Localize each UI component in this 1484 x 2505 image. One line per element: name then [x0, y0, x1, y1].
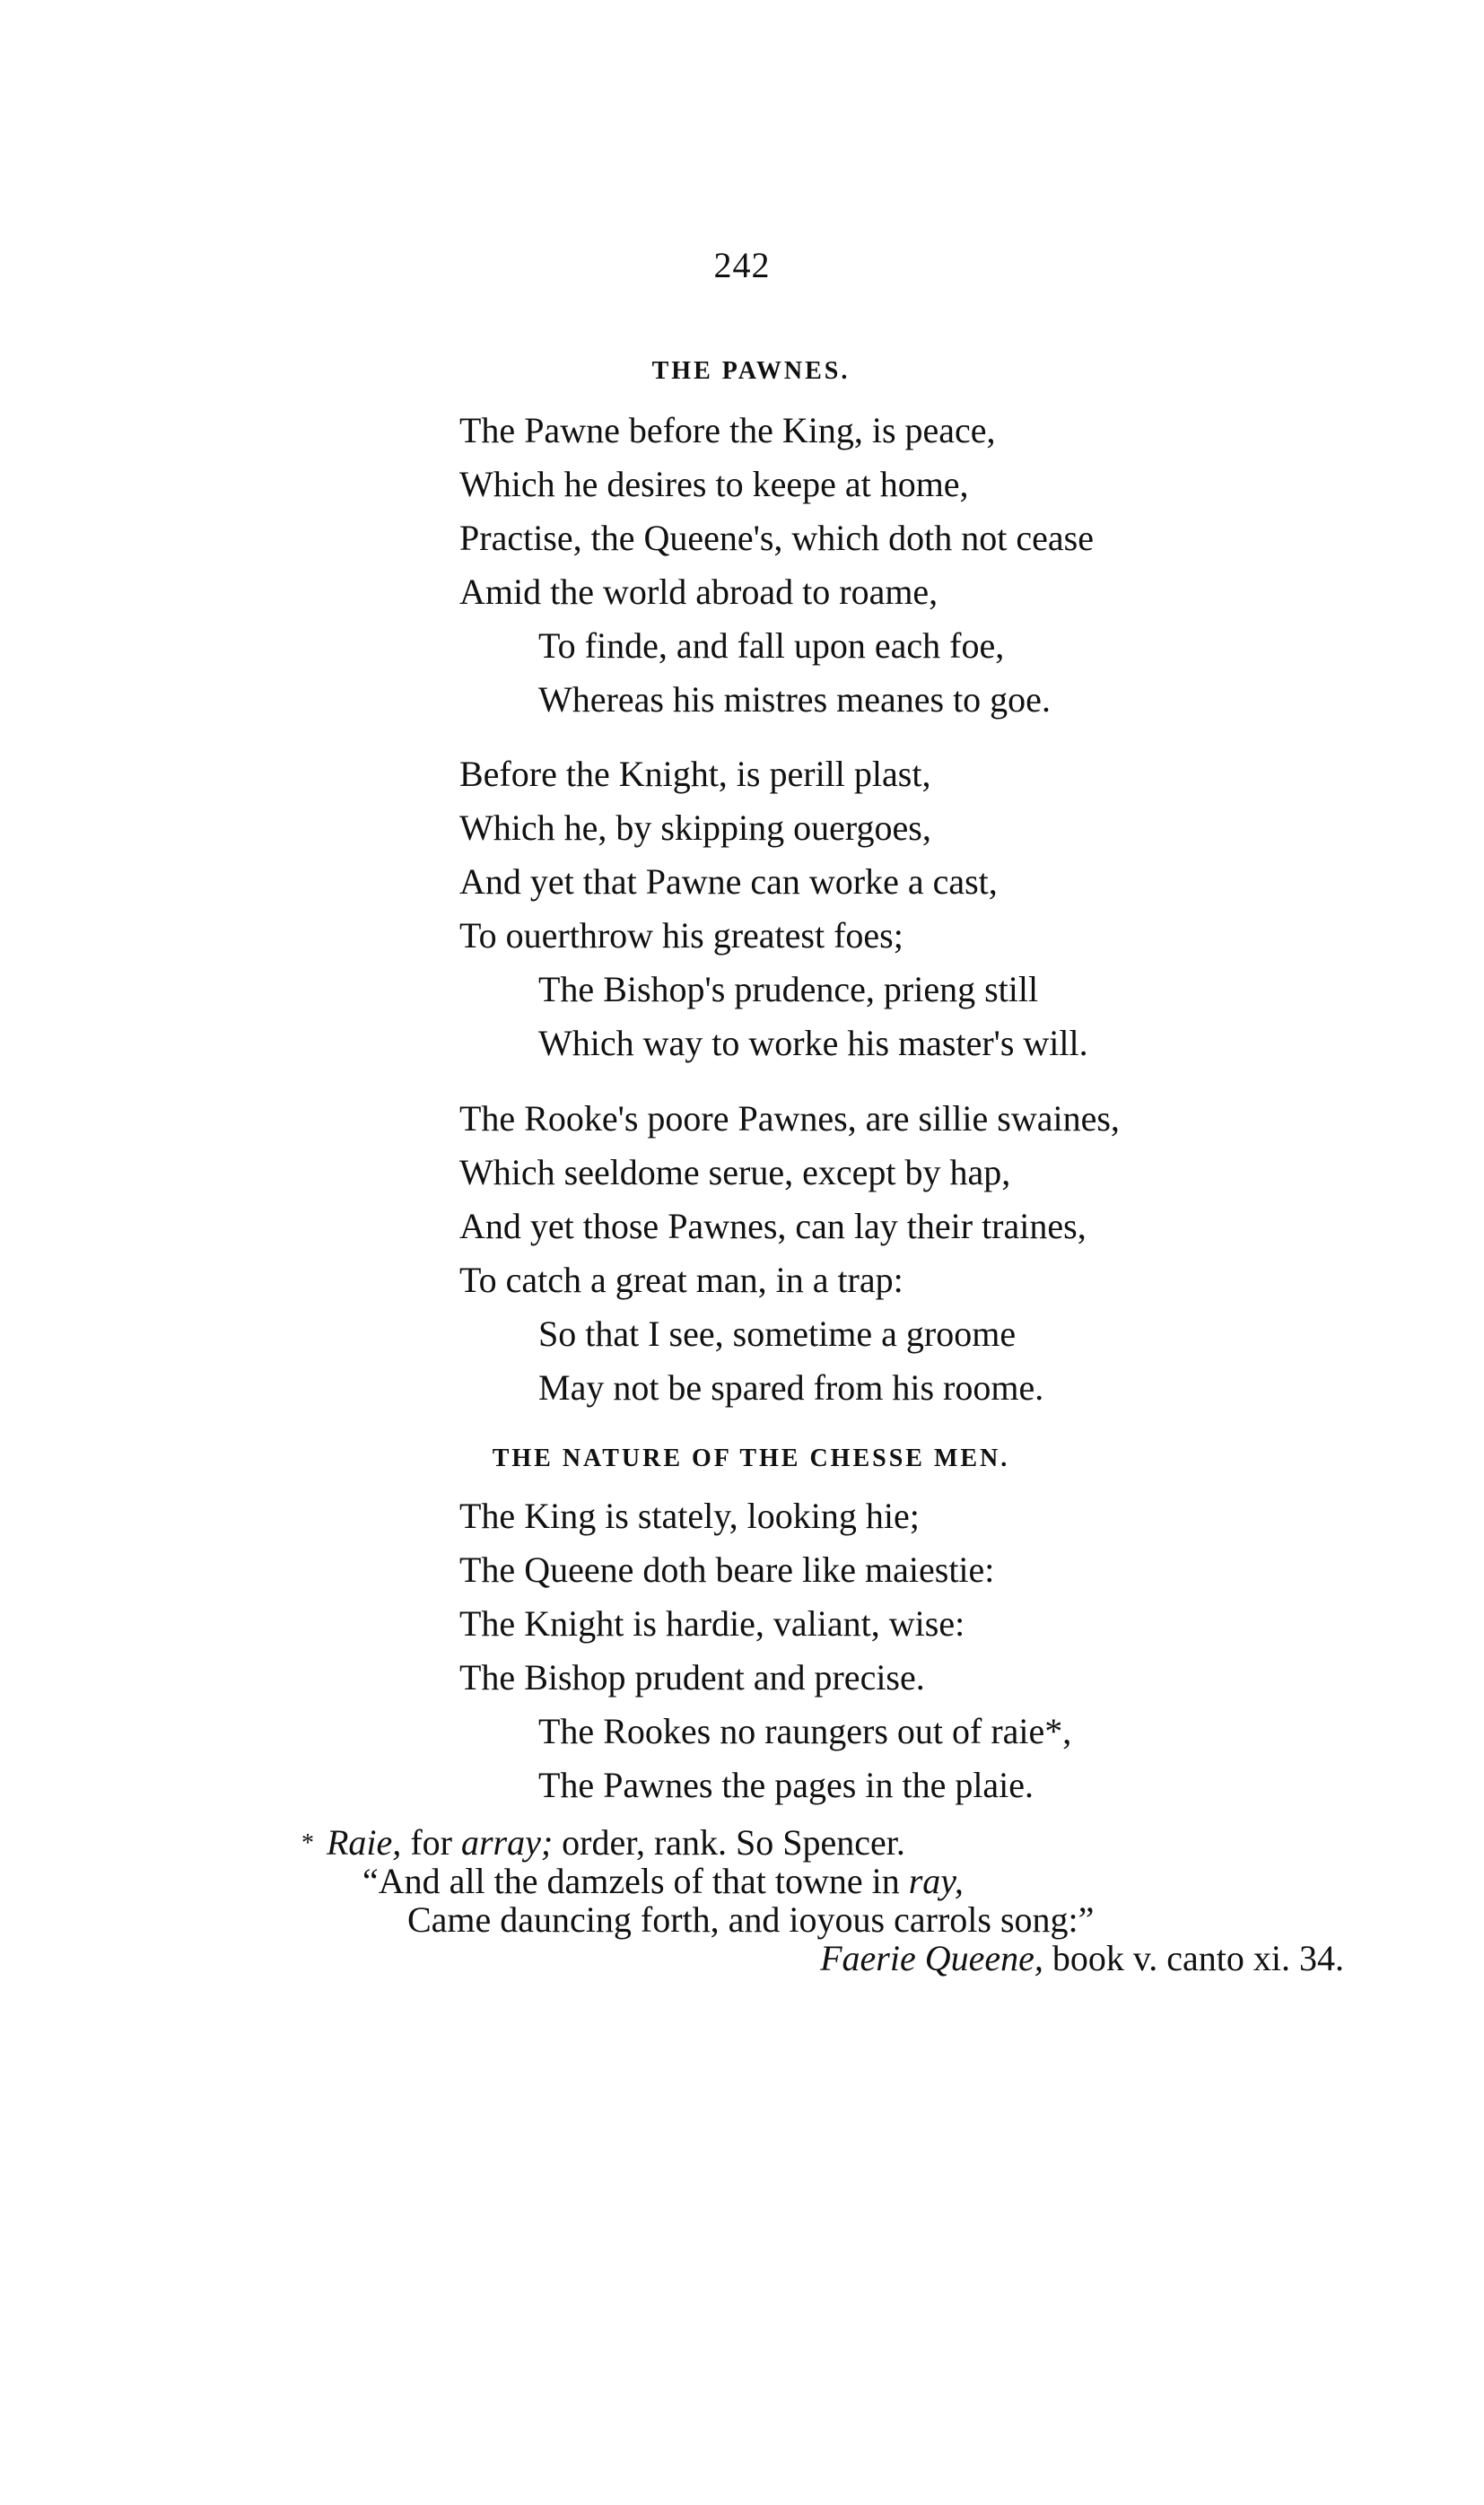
verse-line: To catch a great man, in a trap:: [459, 1260, 903, 1300]
verse-line: The King is stately, looking hie;: [459, 1496, 920, 1536]
verse-line: Amid the world abroad to roame,: [459, 572, 938, 612]
stanza-2: [459, 747, 1357, 1070]
verse-line: To ouerthrow his greatest foes;: [459, 915, 903, 956]
footnote-line-1: [301, 1823, 1378, 1862]
stanza-4: [459, 1489, 1357, 1812]
footnote-line-2: [301, 1862, 1378, 1900]
page-number: 242: [713, 245, 771, 285]
footnote-source-title: Faerie Queene,: [820, 1938, 1043, 1978]
footnote-for: for: [410, 1822, 452, 1863]
footnote-term: Raie,: [327, 1822, 402, 1863]
verse-line: Which he desires to keepe at home,: [459, 464, 969, 504]
verse-line-indented: Which way to worke his master's will.: [538, 1023, 1088, 1063]
verse-line: The Bishop prudent and precise.: [459, 1657, 925, 1698]
stanza-3: [459, 1092, 1357, 1415]
footnote-line1-rest: order, rank. So Spencer.: [562, 1822, 905, 1863]
verse-line: And yet those Pawnes, can lay their traines,: [459, 1206, 1087, 1246]
verse-line-indented: So that I see, sometime a groome: [538, 1314, 1017, 1354]
footnote-line-3: Came dauncing forth, and ioyous carrols song:”: [407, 1899, 1095, 1940]
verse-line: Which seeldome serue, except by hap,: [459, 1152, 1011, 1192]
verse-line: And yet that Pawne can worke a cast,: [459, 861, 998, 902]
verse-line: The Rooke's poore Pawnes, are sillie swaines,: [459, 1098, 1120, 1139]
verse-line-indented: May not be spared from his roome.: [538, 1367, 1044, 1408]
stanza-1: [459, 404, 1357, 727]
verse-line: Before the Knight, is perill plast,: [459, 754, 931, 794]
verse-line: The Pawne before the King, is peace,: [459, 410, 996, 450]
verse-line: The Knight is hardie, valiant, wise:: [459, 1603, 965, 1644]
verse-line: Practise, the Queene's, which doth not cease: [459, 518, 1094, 558]
verse-line-indented: The Pawnes the pages in the plaie.: [538, 1765, 1034, 1805]
footnote-line2-italic: ray,: [908, 1861, 964, 1901]
section-heading-nature: THE NATURE OF THE CHESSE MEN.: [492, 1445, 1010, 1472]
verse-line-indented: Whereas his mistres meanes to goe.: [538, 679, 1051, 720]
footnote-line2-start: “And all the damzels of that towne in: [362, 1861, 900, 1901]
footnote-array: array;: [460, 1822, 554, 1863]
verse-line-indented: The Bishop's prudence, prieng still: [538, 969, 1039, 1009]
footnote-line-4: [301, 1939, 1378, 1977]
verse-line-indented: The Rookes no raungers out of raie*,: [538, 1711, 1072, 1751]
footnote-mark: *: [301, 1829, 314, 1857]
footnote: [301, 1823, 1378, 1977]
section-heading-pawnes: THE PAWNES.: [651, 357, 851, 385]
verse-line: Which he, by skipping ouergoes,: [459, 807, 931, 848]
verse-line-indented: To finde, and fall upon each foe,: [538, 625, 1005, 666]
footnote-source-ref: book v. canto xi. 34.: [1052, 1938, 1344, 1978]
verse-line: The Queene doth beare like maiestie:: [459, 1549, 995, 1590]
